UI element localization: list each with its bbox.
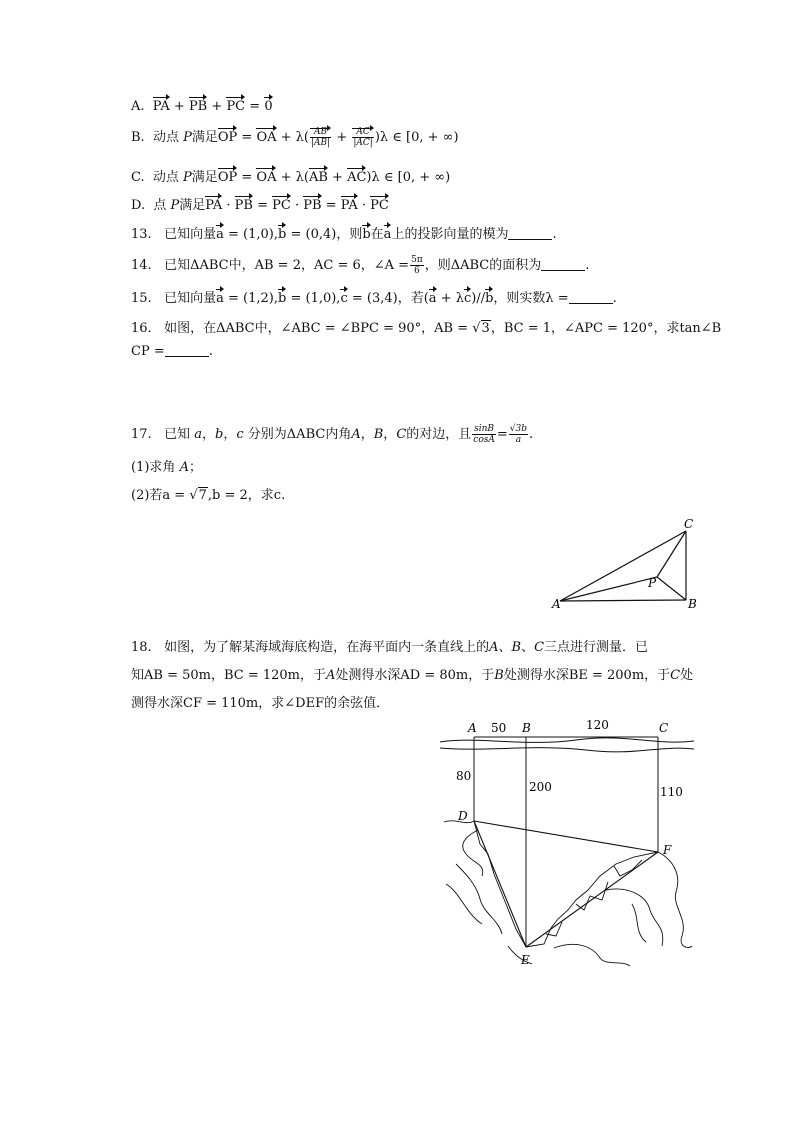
- label-b: B: [522, 721, 531, 735]
- vector-oa: OA: [256, 127, 276, 145]
- option-c: C. 动点 P满足OP = OA + λ(AB + AC)λ ∈ [0, + ∞): [131, 166, 450, 185]
- vector-pb: PB: [189, 96, 207, 114]
- label-be-depth: 200: [529, 780, 552, 794]
- segment-pb: [657, 577, 686, 600]
- answer-blank: [165, 356, 209, 357]
- vector-oa: OA: [256, 167, 276, 185]
- side-ac: [560, 531, 686, 601]
- unit-vector-ac: $\frac{AC}{|AC|}$: [353, 127, 373, 148]
- sea-surface-line: [440, 738, 694, 743]
- segment-df: [474, 821, 658, 852]
- label-a: A: [552, 597, 561, 611]
- sqrt-3: √3: [472, 321, 490, 336]
- question-14: 14. 已知ΔABC中，AB = 2，AC = 6，∠A = $\frac{5\pi}{6}$ ，则ΔABC的面积为 .: [131, 255, 590, 276]
- label-f: F: [663, 843, 672, 857]
- seabed-figure-18: [436, 714, 700, 968]
- question-16-line2: CP = .: [131, 344, 213, 359]
- segment-ap: [560, 577, 657, 601]
- fraction-sqrt3b-a: $\frac{√3b}{a}$: [509, 424, 527, 445]
- label-b: B: [688, 597, 697, 611]
- answer-blank: [569, 303, 613, 304]
- side-ab: [560, 600, 686, 601]
- vector-pc: PC: [226, 96, 245, 114]
- triangle-figure-16: [548, 512, 708, 612]
- zero-vector: 0: [264, 96, 272, 114]
- answer-blank: [508, 239, 552, 240]
- vector-op: OP: [218, 167, 237, 185]
- question-13: 13. 已知向量a = (1,0),b = (0,4)，则b在a上的投影向量的模为 .: [131, 223, 557, 242]
- question-18-line3: 测得水深CF = 110m，求∠DEF的余弦值．: [131, 696, 390, 711]
- fraction-sinb-cosa: $\frac{\sin B}{\cos A}$: [473, 424, 495, 445]
- question-17: 17. 已知 a，b，c 分别为ΔABC内角A，B，C的对边，且 $\frac{\sin B}{\cos A}$ = $\frac{√3b}{a}$ .: [131, 424, 534, 445]
- label-bc-distance: 120: [586, 718, 609, 732]
- vector-ab: AB: [309, 167, 328, 185]
- label-a: A: [468, 721, 477, 735]
- label-e: E: [521, 953, 530, 967]
- option-a: A. PA + PB + PC = 0: [131, 96, 273, 114]
- label-ab-distance: 50: [491, 721, 507, 735]
- question-18-line2: 知AB = 50m，BC = 120m，于A处测得水深AD = 80m，于B处测得水深BE = 200m，于C处: [131, 668, 694, 683]
- question-17-part2: (2)若a = √7,b = 2，求c.: [131, 488, 286, 503]
- segment-ef: [526, 852, 658, 947]
- answer-blank: [541, 270, 585, 271]
- question-17-part1: (1)求角 A；: [131, 460, 202, 475]
- segment-pc: [657, 531, 686, 577]
- label-c: C: [659, 721, 669, 735]
- seabed-terrain: [444, 821, 692, 966]
- question-18: 18. 如图，为了解某海域海底构造，在海平面内一条直线上的A、B、C三点进行测量．已: [131, 640, 649, 655]
- question-16: 16. 如图，在ΔABC中，∠ABC = ∠BPC = 90°，AB = √3，BC = 1，∠APC = 120°，求tan∠B: [131, 321, 722, 336]
- sqrt-7: √7: [189, 488, 207, 503]
- label-ad-depth: 80: [456, 769, 472, 783]
- question-15: 15. 已知向量a = (1,2),b = (1,0),c = (3,4)，若(a + λc)//b，则实数λ = .: [131, 287, 617, 306]
- label-cf-depth: 110: [660, 785, 683, 799]
- vector-op: OP: [218, 127, 237, 145]
- sea-surface-line: [440, 748, 694, 752]
- fraction-5pi-6: $\frac{5\pi}{6}$: [411, 255, 423, 276]
- vector-pa: PA: [153, 96, 170, 114]
- option-b: B. 动点 P满足OP = OA + λ( $\frac{AB}{|AB|}$ + $\frac{AC}{|AC|}$ )λ ∈ [0, + ∞): [131, 127, 459, 148]
- label-c: C: [684, 517, 694, 531]
- label-p: P: [648, 576, 657, 590]
- vector-ac: AC: [347, 167, 366, 185]
- label-d: D: [458, 809, 468, 823]
- unit-vector-ab: $\frac{AB}{|AB|}$: [311, 127, 331, 148]
- option-d: D. 点 P满足PA · PB = PC · PB = PA · PC: [131, 194, 389, 213]
